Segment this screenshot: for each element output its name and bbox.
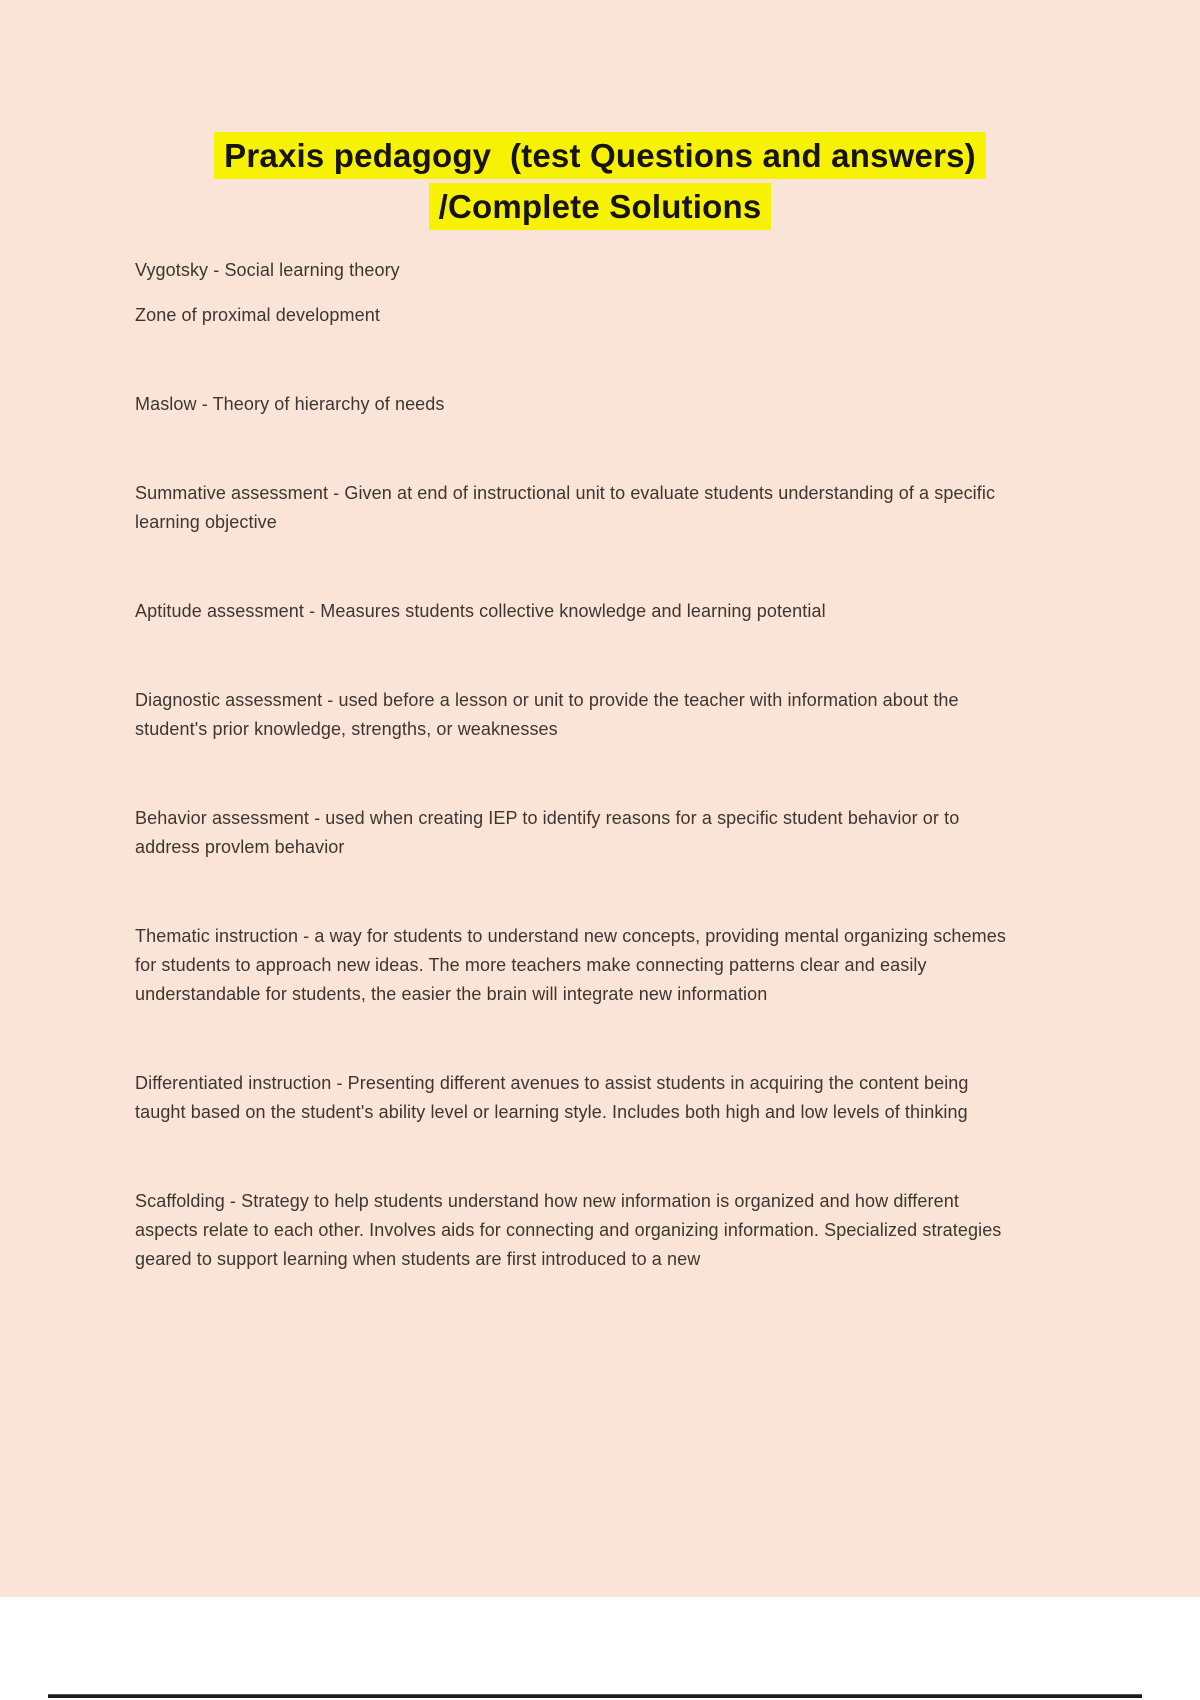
highlighted-title-text: Praxis pedagogy (test Questions and answers) — [214, 132, 986, 179]
definition-paragraph-diagnostic-assessment: Diagnostic assessment - used before a lesson or unit to provide the teacher with information about the student's prior knowledge, strengths, or weaknesses — [135, 690, 959, 739]
definition-paragraph-scaffolding: Scaffolding - Strategy to help students understand how new information is organized and how different aspects relate to each other. Involves aids for connecting and organizing information. Specialized strategies geared to support learning when students are first introduced to a new — [135, 1191, 1002, 1269]
definition-paragraph-maslow: Maslow - Theory of hierarchy of needs — [135, 394, 445, 414]
definition-paragraph-vygotsky: Vygotsky - Social learning theory — [135, 260, 400, 280]
page-title-line-2 — [0, 183, 1200, 230]
definition-paragraph-thematic-instruction: Thematic instruction - a way for students to understand new concepts, providing mental organizing schemes for students to approach new ideas. The more teachers make connecting patterns clear and easily understandable for students, the easier the brain will integrate new information — [135, 926, 1006, 1004]
definition-paragraph-differentiated-instruction: Differentiated instruction - Presenting different avenues to assist students in acquiring the content being taught based on the student's ability level or learning style. Includes both high and low levels of thinking — [135, 1073, 969, 1122]
definition-paragraph-summative-assessment: Summative assessment - Given at end of instructional unit to evaluate students understanding of a specific learning objective — [135, 483, 996, 532]
definition-paragraph-zone-of-proximal-development: Zone of proximal development — [135, 305, 380, 325]
footer-divider-line — [48, 1694, 1142, 1698]
document-body — [135, 256, 1007, 1334]
definition-paragraph-behavior-assessment: Behavior assessment - used when creating IEP to identify reasons for a specific student behavior or to address provlem behavior — [135, 808, 960, 857]
definition-paragraph-aptitude-assessment: Aptitude assessment - Measures students collective knowledge and learning potential — [135, 601, 826, 621]
highlighted-title-text: /Complete Solutions — [429, 183, 772, 230]
page-title-line-1 — [0, 132, 1200, 179]
page-footer-strip — [0, 1597, 1200, 1700]
page-title — [0, 132, 1200, 234]
